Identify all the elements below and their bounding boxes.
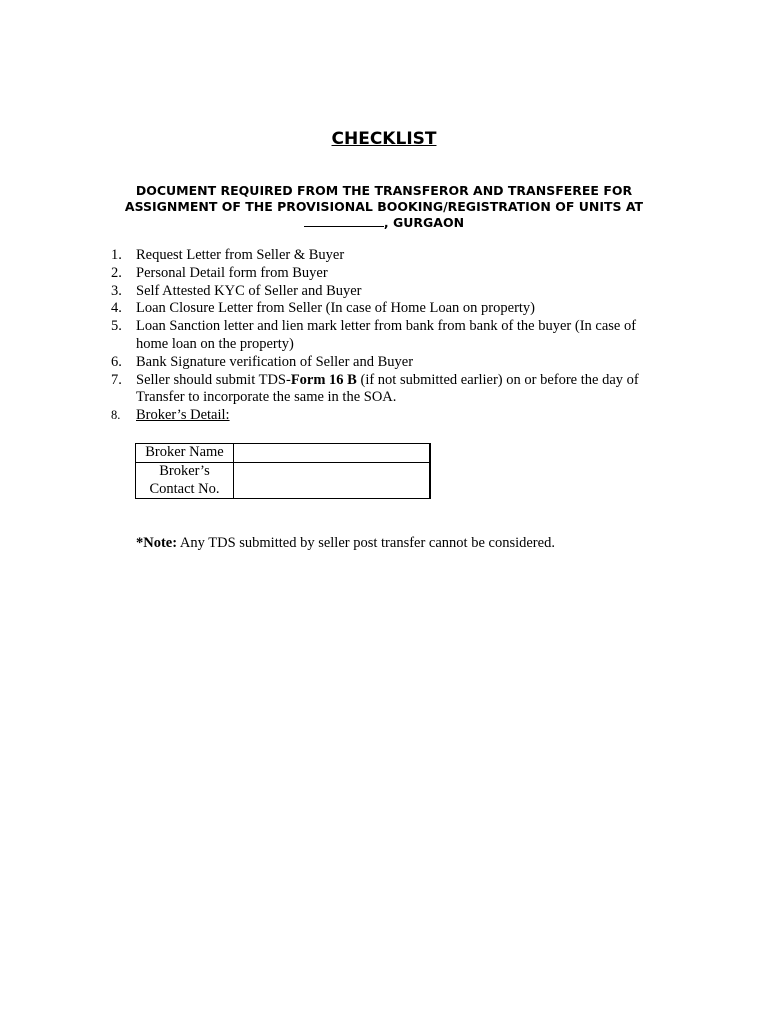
list-item-text: Request Letter from Seller & Buyer [136, 247, 345, 263]
list-item-text: Bank Signature verification of Seller and Buyer [136, 353, 414, 370]
list-item-number: 8. [111, 408, 121, 423]
subtitle-line-3-suffix: , GURGAON [383, 215, 465, 230]
list-item [100, 300, 670, 318]
note-label: *Note: [136, 535, 178, 551]
list-item-number: 6. [111, 353, 122, 370]
list-item [100, 354, 670, 372]
broker-contact-field[interactable] [234, 462, 431, 499]
list-item-number: 3. [111, 282, 122, 299]
list-item [100, 407, 670, 425]
list-item-text: Self Attested KYC of Seller and Buyer [136, 282, 362, 299]
table-row [136, 462, 431, 499]
broker-detail-table [135, 443, 431, 499]
subtitle-line-3 [104, 215, 664, 231]
checklist-items [100, 247, 670, 425]
table-row [136, 444, 431, 463]
list-item-number: 2. [111, 264, 122, 281]
list-item [100, 318, 670, 354]
subtitle-line-2: ASSIGNMENT OF THE PROVISIONAL BOOKING/REGISTRATION OF UNITS AT [124, 199, 644, 214]
list-item-text: Loan Sanction letter and lien mark letter from bank from bank of the buyer (In case of home loan on the property) [136, 318, 637, 352]
list-item [100, 247, 670, 265]
list-item-number: 1. [111, 247, 122, 263]
broker-contact-label [136, 462, 234, 499]
broker-name-label: Broker Name [136, 444, 234, 463]
document-subtitle [104, 183, 664, 231]
location-blank [304, 215, 384, 227]
form-16b-text: Form 16 B [290, 371, 357, 388]
list-item-text [136, 372, 670, 408]
tds-note [136, 534, 555, 552]
note-text: Any TDS submitted by seller post transfer cannot be considered. [177, 535, 555, 551]
list-item [100, 283, 670, 301]
list-item-number: 4. [111, 300, 122, 317]
broker-detail-heading: Broker’s Detail: [136, 407, 230, 424]
broker-contact-label-line-1: Broker’s [159, 462, 210, 479]
tds-text-post: (if not submitted earlier) on or before the day of Transfer to incorporate the same in the SOA. [136, 371, 639, 406]
list-item-number: 7. [111, 371, 122, 388]
broker-name-field[interactable] [234, 444, 431, 463]
list-item [100, 372, 670, 408]
page-title: CHECKLIST [331, 129, 437, 149]
tds-text-pre: Seller should submit TDS- [136, 371, 291, 388]
list-item-text: Loan Closure Letter from Seller (In case of Home Loan on property) [136, 300, 536, 317]
list-item-number: 5. [111, 318, 122, 335]
list-item [100, 265, 670, 283]
list-item-text: Personal Detail form from Buyer [136, 264, 328, 281]
subtitle-line-1: DOCUMENT REQUIRED FROM THE TRANSFEROR AND TRANSFEREE FOR [135, 183, 633, 198]
broker-contact-label-line-2: Contact No. [149, 480, 220, 497]
